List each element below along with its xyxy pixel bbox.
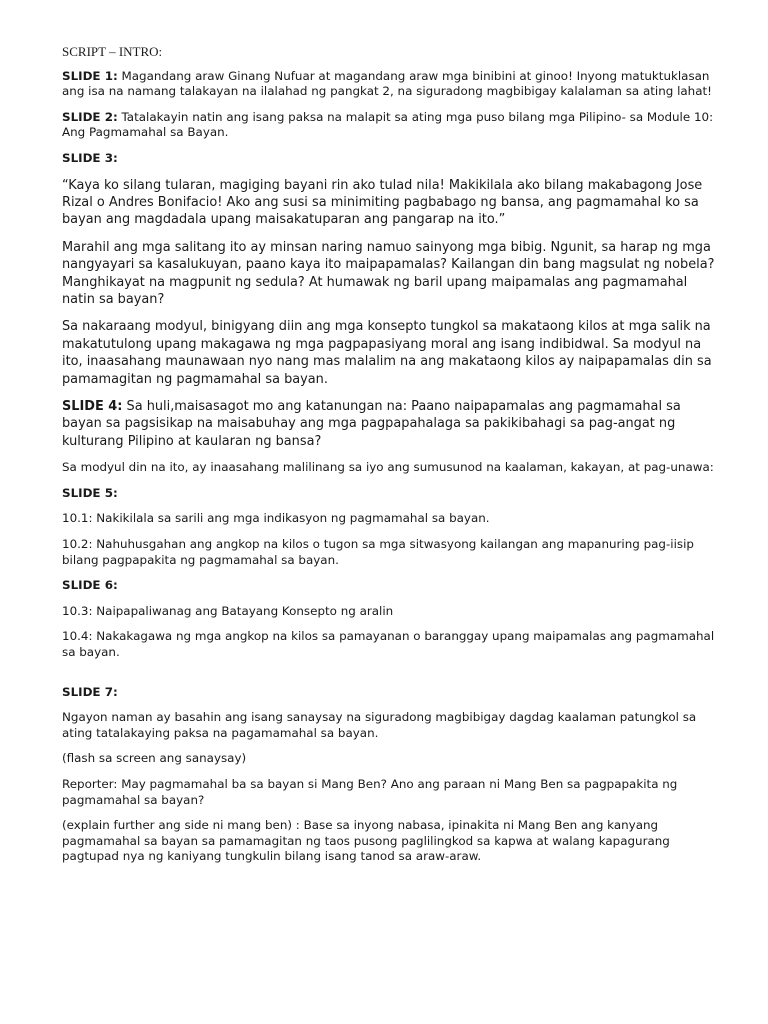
slide-7-paragraph-4: (explain further ang side ni mang ben) : Base sa inyong nabasa, ipinakita ni Mang Ben ang kanyang pagmamahal sa bayan sa pamamagitan ng taos pusong paglilingkod sa kapwa at walang kapagurang pagtupad nya ng kaniyang tungkulin bilang isang tanod sa araw-araw. <box>62 818 670 864</box>
slide-5-heading <box>62 486 718 502</box>
slide-4-paragraph <box>62 398 718 450</box>
slide-7-paragraph-3: Reporter: May pagmamahal ba sa bayan si Mang Ben? Ano ang paraan ni Mang Ben sa pagpapakita ng pagmamahal sa bayan? <box>62 776 678 807</box>
slide-1-label: SLIDE 1: <box>62 68 118 83</box>
slide-3-heading <box>62 151 718 167</box>
slide-3-label: SLIDE 3: <box>62 150 118 165</box>
slide-2-label: SLIDE 2: <box>62 109 118 124</box>
slide-7-heading <box>62 685 718 701</box>
blank-line <box>62 671 718 685</box>
slide-1-text: Magandang araw Ginang Nufuar at magandang araw mga binibini at ginoo! Inyong matuktuklasan ang isa na namang talakayan na ilalahad ng pangkat 2, na siguradong magbibigay kalalaman sa ating lahat! <box>62 68 712 99</box>
slide-7-paragraph-1: Ngayon naman ay basahin ang isang sanaysay na siguradong magbibigay dagdag kaalaman patungkol sa ating tatalakaying paksa na pagamamahal sa bayan. <box>62 710 697 740</box>
slide-2-text: Tatalakayin natin ang isang paksa na malapit sa ating mga puso bilang mga Pilipino- sa Module 10: Ang Pagmamahal sa Bayan. <box>62 109 714 140</box>
slide-6-heading <box>62 578 718 594</box>
slide-5-item-1: 10.1: Nakikilala sa sarili ang mga indikasyon ng pagmamahal sa bayan. <box>62 511 490 526</box>
slide-7-label: SLIDE 7: <box>62 684 118 699</box>
script-heading: SCRIPT – INTRO: <box>62 44 163 59</box>
slide-4-intro-paragraph: Sa modyul din na ito, ay inaasahang malilinang sa iyo ang sumusunod na kaalaman, kakayan, at pag-unawa: <box>62 460 714 475</box>
slide-2-paragraph <box>62 110 718 141</box>
document-page <box>62 44 718 875</box>
slide-5-label: SLIDE 5: <box>62 485 118 500</box>
slide-5-item-2: 10.2: Nahuhusgahan ang angkop na kilos o tugon sa mga sitwasyong kailangan ang mapanuring pag-iisip bilang pagpapakita ng pagmamahal sa bayan. <box>62 537 694 567</box>
slide-3-paragraph-1: Marahil ang mga salitang ito ay minsan naring namuo sainyong mga bibig. Ngunit, sa harap ng mga nangyayari sa kasalukuyan, paano kaya ito maipapamalas? Kailangan din bang magsulat ng nobela? Manghikayat na magpunit ng sedula? At humawak ng baril upang maipamalas ang pagmamahal natin sa bayan? <box>62 239 715 307</box>
slide-1-paragraph <box>62 69 718 100</box>
slide-6-item-2: 10.4: Nakakagawa ng mga angkop na kilos sa pamayanan o baranggay upang maipamalas ang pagmamahal sa bayan. <box>62 629 715 659</box>
slide-3-paragraph-2: Sa nakaraang modyul, binigyang diin ang mga konsepto tungkol sa makataong kilos at mga salik na makatutulong upang makagawa ng mga pagpapasiyang moral ang isang indibidwal. Sa modyul na ito, inaasahang maunawaan nyo nang mas malalim na ang makataong kilos ay naipapamalas din sa pamamagitan ng pagmamahal sa bayan. <box>62 319 712 387</box>
slide-4-label: SLIDE 4: <box>62 399 123 415</box>
slide-6-item-1: 10.3: Naipapaliwanag ang Batayang Konsepto ng aralin <box>62 603 394 618</box>
slide-4-text: Sa huli,maisasagot mo ang katanungan na: Paano naipapamalas ang pagmamahal sa bayan sa pagsisikap na maisabuhay ang mga pagpapahalaga sa pakikibahagi sa pag-angat ng kulturang Pilipino at kaularan ng bansa? <box>62 399 681 449</box>
slide-7-paragraph-2: (flash sa screen ang sanaysay) <box>62 751 247 766</box>
slide-3-quote: “Kaya ko silang tularan, magiging bayani rin ako tulad nila! Makikilala ako bilang makabagong Jose Rizal o Andres Bonifacio! Ako ang susi sa minimiting pagbabago ng bansa, ang pagmamahal ko sa bayan ang magdadala upang maisakatuparan ang pangarap na ito.” <box>62 177 703 228</box>
slide-6-label: SLIDE 6: <box>62 578 118 593</box>
